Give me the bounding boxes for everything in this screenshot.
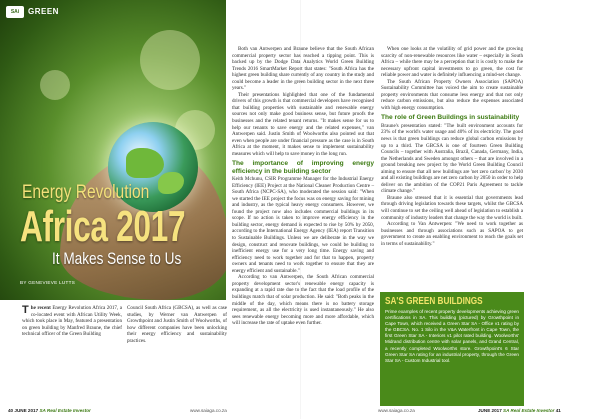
bokeh-light (40, 70, 70, 100)
hero-image (0, 0, 226, 300)
footer-website-left[interactable]: www.saiaga.co.za (190, 408, 227, 413)
magazine-brand-left: SA Real Estate Investor (39, 408, 91, 413)
sidebar-text: Prime examples of recent property developments achieving green certifications in SA. This building (pictured) by Growthpoint in Cape Town, which received a Green Star SA - Office v1 rating by the GBCSA. No. 1 Silo in the V&A Waterfront in Cape Town, the first Green Star SA - Interiors v1 pilot rated building. Woolworths' Midrand distribution centre with solar panels, and Grand Central, a recently completed Woolworths store. Growthpoint's 6 Star Green Star SA rating for an industrial property, through the Green Star SA - Custom Industrial tool. (385, 309, 519, 363)
footer-website-right[interactable]: www.saiaga.co.za (378, 408, 415, 413)
green-buildings-sidebar (380, 292, 524, 406)
sidebar-title: SA'S GREEN BUILDINGS (385, 296, 483, 307)
globe-land (126, 148, 164, 178)
page-number-right: 41 (555, 408, 561, 413)
body-paragraph: According to van Antwerpen, the South African commercial property development sector's renewable energy capacity is expanding at a rapid rate due to the fact that the load profile of the buildings match that of solar production. He said: "Both peaks in the middle of the day, which means there is no battery storage requirement, as all the electricity is used instantaneously." He also sees renewable energy becoming more and more affordable, which will increase the rate of uptake even further. (232, 274, 374, 327)
body-paragraph: Keith Mchunu, CSIR Programme Manager for the Industrial Energy Efficiency (IEE) Project at the National Cleaner Production Centre – South Africa (NCPC-SA), who moderated the session said: "When we started the IEE project the focus was on energy saving for mining and industry, as the typical heavy energy consumers. However, we found the project now also includes commercial buildings in its scope. If no action is taken to improve energy efficiency in the building sector, energy demand is expected to rise by 50% by 2050, according to the International Energy Agency (IEA) report Transition to Sustainable Buildings. Unless we are deliberate in the way we design, construct and renovate buildings, we could be building to inefficient energy use for a very long time. Energy saving and efficiency need to work together and for that to happen, property owners and tenants need to work together to ensure that they are energy efficient and sustainable." (232, 176, 374, 274)
text-column-2 (127, 305, 227, 344)
page-number-left: 40 (8, 408, 14, 413)
subheading: The importance of improving energy efficiency in the building sector (232, 160, 374, 175)
issue-date-left: JUNE 2017 (14, 408, 39, 413)
article-kicker: Energy Revolution (22, 182, 150, 203)
section-label: GREEN (28, 7, 59, 16)
issue-date-right: JUNE 2017 (478, 408, 502, 413)
section-logo: SAi (6, 6, 24, 18)
body-paragraph: According to Van Antwerpen: "We need to work together as businesses and through associations such as SAPOA to get government to create an enabling environment to reach the goals set in terms of sustainability." (381, 221, 523, 247)
lead-words: he recent (30, 305, 51, 311)
text-column-4 (381, 46, 523, 247)
body-paragraph: When one looks at the volatility of grid power and the growing scarcity of non-renewable resources like water – especially in South Africa – while there may be a perception that it is costly to make the necessary upfront capital investments to go green, the cost for reliable power and water is definitely influencing a mind-set change. (381, 46, 523, 79)
text-column-1 (22, 305, 122, 338)
article-subtitle: It Makes Sense to Us (52, 249, 182, 268)
article-byline: BY GENEVIEVE LUTTS (20, 280, 76, 285)
intro-paragraph (22, 305, 122, 338)
globe-land (158, 172, 184, 194)
text-column-3 (232, 46, 374, 327)
body-paragraph: Braune also stressed that it is essential that governments lead through driving legislation towards these targets, whilst the GBCSA will continue to set the ceiling well ahead of legislation to establish a community of industry leaders that change the way the world is built. (381, 194, 523, 221)
subheading: The role of Green Buildings in sustainability (381, 114, 520, 122)
body-paragraph: Their presentations highlighted that one of the fundamental drivers of this growth is that commercial developers have recognised that building properties with sustainable and renewable energy sources not only make good business sense, but future proofs the businesses and the related tenant returns. "It makes sense for us to help our tenants to save energy and the related expenses," van Antwerpen said. Justin Smith of Woolworths also pointed out that even when people are under financial pressure as the case is in South Africa at the moment, it makes sense to implement sustainability measures which will help to save money in the long run. (232, 91, 374, 157)
footer-left (8, 408, 91, 413)
drop-cap: T (22, 304, 29, 316)
body-paragraph: Council South Africa (GBCSA), as well as case studies, by Werner van Antwerpen of Growthpoint and Justin Smith of Woolworths, of how different companies have been unlocking their energy efficiency and sustainability practices. (127, 305, 227, 344)
footer-right (478, 408, 561, 413)
body-paragraph: Both van Antwerpen and Braune believe that the South African commercial property sector has reached a tipping point. This is backed up by the Dodge Data Analytics World Green Building Trends 2016 SmartMarket Report that states: "South Africa has the highest green building share currently of any country in the study and could become a leader in the green building sector in the next three years." (232, 46, 374, 92)
intro-text: Energy Revolution Africa 2017, a co-located event with African Utility Week, which took place in May, featured a presentation on green building by Manfred Braune, the chief technical officer of the Green Building (22, 305, 122, 338)
bokeh-light (140, 30, 200, 90)
body-paragraph: Braune's presentation stated: "The built environment accounts for 23% of the world's water usage and 40% of its electricity. The good news is that green buildings can reduce global carbon emissions by up to a third. The GBCSA is one of fourteen Green Building Councils – together with Australia, Brazil, Canada, Germany, India, the Netherlands and Sweden amongst others – that are involved in a ground breaking new project by the World Green Building Council aiming to ensure that all new buildings are 'net zero carbon' by 2030 and all existing buildings are net zero carbon by 2050 in order to help deliver on the ambition of the COP21 Paris Agreement to tackle climate change." (381, 122, 523, 195)
magazine-brand-right: SA Real Estate Investor (503, 408, 555, 413)
body-paragraph: The South African Property Owners Association (SAPOA) Sustainability Committee has voiced the aim to create sustainable property environments that consume less energy and that not only reduce carbon emissions, but also reduce the expenses associated with high energy consumption. (381, 78, 523, 111)
article-title: Africa 2017 (20, 202, 186, 251)
